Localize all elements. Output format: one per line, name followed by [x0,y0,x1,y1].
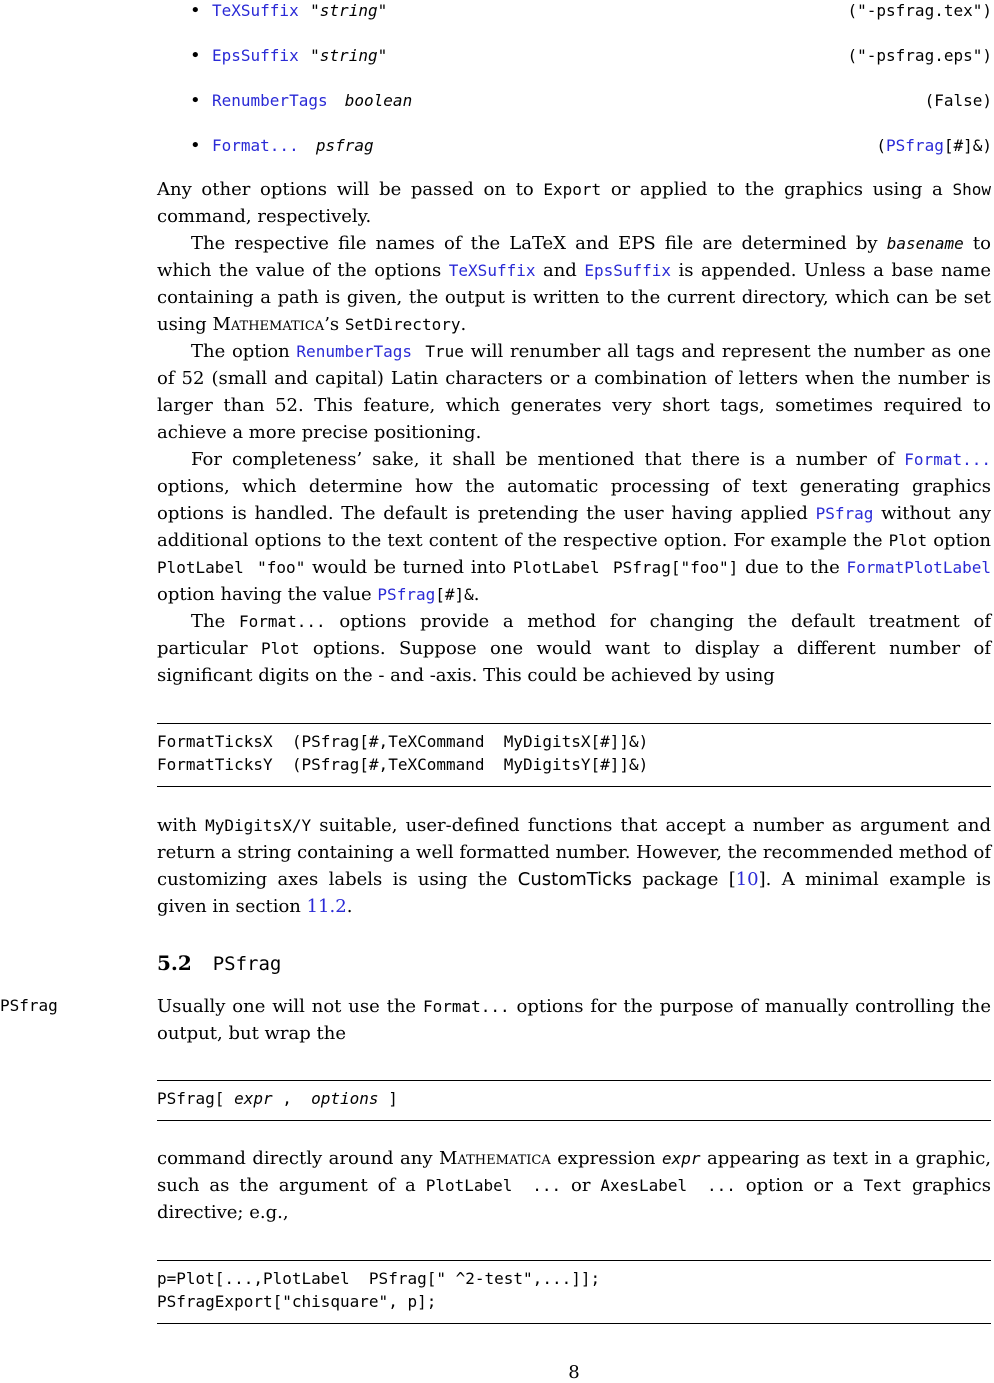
paragraph: For completeness’ sake, it shall be mentioned that there is a number of Format... options, which determine how the automatic processing of text generating graphics options is handled. The default is pretending the user having applied PSfrag without any additional options to the text content of the respective option. For example the Plot option PlotLabel "foo" would be turned into PlotLabel PSfrag["foo"] due to the FormatPlotLabel option having the value PSfrag[#]&. [157,449,991,605]
paragraph: The option RenumberTags True will renumber all tags and represent the number as one of 52 (small and capital) Latin characters or a combination of letters when the number is larger than 52. This feature, which generates very short tags, sometimes required to achieve a more precise positioning. [157,341,991,443]
paragraph: Usually one will not use the Format... options for the purpose of manually controlling the output, but wrap the [157,996,991,1044]
page-number: 8 [568,1362,580,1383]
margin-note: PSfrag [0,996,58,1015]
options-list [190,0,992,180]
format-link[interactable]: Format... [904,450,991,469]
section-heading: 5.2 PSfrag [157,951,282,975]
code-line: PSfragExport["chisquare", p]; [157,1292,437,1311]
psfrag-link[interactable]: PSfrag [815,504,874,523]
main-text [157,176,991,689]
option-default: ("-psfrag.eps") [847,46,992,65]
option-name-link[interactable]: RenumberTags [212,91,328,110]
main-text [157,812,991,920]
option-name-link[interactable]: Format... [212,136,299,155]
option-default: (PSfrag[#]&) [876,136,992,155]
main-text [157,993,991,1047]
option-type: "string" [310,46,388,65]
section-link[interactable]: 11.2 [306,896,347,917]
option-type: "string" [310,1,388,20]
bullet-icon: • [190,0,201,21]
option-name-link[interactable]: TeXSuffix [212,1,299,20]
psfrag-link[interactable]: PSfrag [886,136,944,155]
option-type: psfrag [315,136,374,155]
psfrag-link[interactable]: PSfrag [377,585,436,604]
renumbertags-link[interactable]: RenumberTags [296,342,413,361]
formatplotlabel-link[interactable]: FormatPlotLabel [846,558,991,577]
bullet-icon: • [190,45,201,66]
list-item [190,0,992,45]
code-line: PSfrag[ expr , options ] [157,1089,398,1108]
code-line: p=Plot[...,PlotLabel PSfrag[" ^2-test",...]]; [157,1269,601,1288]
paragraph: The respective file names of the LaTeX and EPS file are determined by basename to which the value of the options TeXSuffix and EpsSuffix is appended. Unless a base name containing a path is given, the output is written to the current directory, which can be set using Mathematica’s SetDirectory. [157,233,991,335]
code-line: FormatTicksY (PSfrag[#,TeXCommand MyDigitsY[#]]&) [157,755,649,774]
main-text [157,1145,991,1226]
paragraph: The Format... options provide a method for changing the default treatment of particular Plot options. Suppose one would want to display a different number of significant digits on the - and -axis. This could be achieved by using [157,611,991,686]
citation-link[interactable]: 10 [735,869,759,890]
texsuffix-link[interactable]: TeXSuffix [448,261,536,280]
list-item [190,90,992,135]
code-block [157,1080,991,1121]
bullet-icon: • [190,90,201,111]
epssuffix-link[interactable]: EpsSuffix [584,261,672,280]
bullet-icon: • [190,135,201,156]
option-default: ("-psfrag.tex") [847,1,992,20]
list-item [190,45,992,90]
option-name-link[interactable]: EpsSuffix [212,46,299,65]
code-line: FormatTicksX (PSfrag[#,TeXCommand MyDigitsX[#]]&) [157,732,649,751]
code-block [157,1260,991,1324]
list-item [190,135,992,180]
paragraph: with MyDigitsX/Y suitable, user-defined functions that accept a number as argument and return a string containing a well formatted number. However, the recommended method of customizing axes labels is using the CustomTicks package [10]. A minimal example is given in section 11.2. [157,815,991,917]
paragraph: command directly around any Mathematica expression expr appearing as text in a graphic, such as the argument of a PlotLabel ... or AxesLabel ... option or a Text graphics directive; e.g., [157,1148,991,1223]
paragraph: Any other options will be passed on to Export or applied to the graphics using a Show command, respectively. [157,179,991,227]
option-type: boolean [344,91,413,110]
code-block [157,723,991,787]
option-default: (False) [924,91,992,110]
